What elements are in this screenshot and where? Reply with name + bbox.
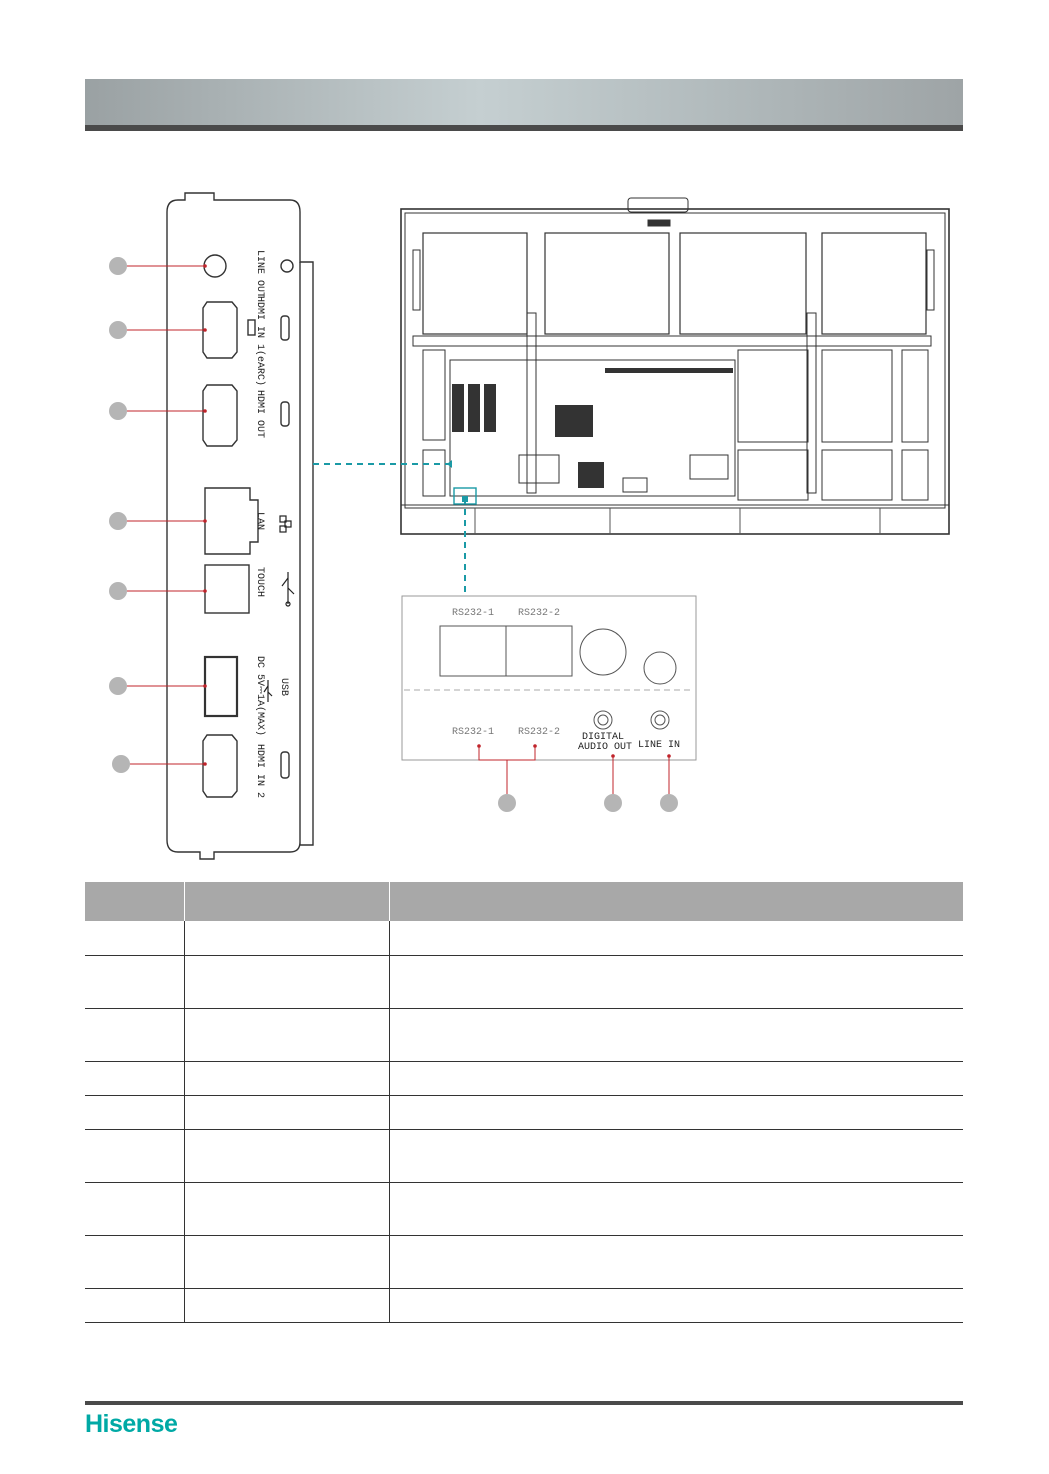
table-cell	[390, 1182, 964, 1235]
table-cell	[185, 1008, 390, 1061]
table-row	[85, 1235, 963, 1288]
hdmi-out-port	[203, 385, 237, 446]
label-rs232-1-bottom: RS232-1	[452, 727, 495, 738]
col-header-description	[390, 882, 964, 921]
table-row	[85, 921, 963, 955]
line-in-port-large	[644, 652, 676, 684]
label-hdmi-in-2: HDMI IN 2	[254, 744, 265, 799]
hdmi-in-2-mini	[281, 752, 289, 778]
table-row	[85, 1008, 963, 1061]
callout-marker	[109, 512, 127, 530]
table-cell	[390, 1235, 964, 1288]
usb-port	[205, 657, 237, 716]
monitor-rear-view	[401, 198, 949, 534]
table-cell	[185, 955, 390, 1008]
table-cell	[185, 1061, 390, 1095]
table-cell	[85, 1061, 185, 1095]
table-cell	[390, 1008, 964, 1061]
earc-switch	[248, 320, 255, 335]
table-cell	[85, 1182, 185, 1235]
label-rs232-1-top: RS232-1	[452, 608, 495, 619]
touch-port	[205, 565, 249, 613]
label-lan: LAN	[254, 512, 265, 531]
label-line-out: LINE OUT	[254, 250, 265, 299]
line-out-jack-small	[281, 260, 293, 272]
callout-marker	[498, 794, 516, 812]
label-hdmi-in-1: HDMI IN 1(eARC)	[254, 296, 265, 387]
table-cell	[185, 1095, 390, 1129]
connector-lines	[313, 464, 465, 597]
callout-marker	[604, 794, 622, 812]
table-cell	[85, 1008, 185, 1061]
callout-marker	[109, 582, 127, 600]
lan-port	[205, 488, 258, 554]
table-cell	[85, 1095, 185, 1129]
lan-icon	[280, 516, 291, 532]
table-cell	[390, 1129, 964, 1182]
table-cell	[390, 1095, 964, 1129]
table-row	[85, 1182, 963, 1235]
label-digital-audio-line2: AUDIO OUT	[577, 742, 633, 753]
label-usb: USB	[278, 678, 289, 697]
label-usb-power: DC 5V⎓1A(MAX)	[254, 656, 265, 736]
callout-marker	[109, 321, 127, 339]
footer-rule	[85, 1401, 963, 1405]
table-row	[85, 1061, 963, 1095]
vesa-panels	[423, 233, 926, 334]
label-rs232-2-top: RS232-2	[518, 608, 561, 619]
label-line-in: LINE IN	[637, 740, 681, 751]
table-cell	[185, 1288, 390, 1322]
callout-marker	[109, 257, 127, 275]
table-cell	[390, 921, 964, 955]
table-cell	[85, 1288, 185, 1322]
col-header-port	[185, 882, 390, 921]
line-in-jack	[651, 711, 669, 729]
bottom-callouts	[477, 744, 678, 812]
table-cell	[185, 921, 390, 955]
usb-icon-touch	[282, 572, 294, 606]
table-cell	[390, 1061, 964, 1095]
port-spec-table	[85, 882, 963, 1323]
callout-marker	[109, 402, 127, 420]
table-cell	[390, 1288, 964, 1322]
table-row	[85, 1129, 963, 1182]
callout-marker	[109, 677, 127, 695]
digital-audio-jack	[594, 711, 612, 729]
callout-marker	[660, 794, 678, 812]
label-touch: TOUCH	[254, 567, 265, 598]
hdmi-in-1-port	[203, 302, 237, 358]
label-rs232-2-bottom: RS232-2	[518, 727, 561, 738]
table-cell	[390, 955, 964, 1008]
table-row	[85, 1288, 963, 1322]
callout-marker	[112, 755, 130, 773]
table-cell	[185, 1235, 390, 1288]
svg-text:Hisense: Hisense	[85, 1410, 178, 1438]
label-hdmi-out: HDMI OUT	[254, 390, 265, 439]
hdmi-out-mini	[281, 402, 289, 426]
table-cell	[185, 1129, 390, 1182]
hisense-logo	[85, 1406, 215, 1442]
col-header-no	[85, 882, 185, 921]
table-cell	[85, 1129, 185, 1182]
table-cell	[85, 1235, 185, 1288]
table-cell	[85, 921, 185, 955]
label-digital-audio-line1: DIGITAL	[581, 732, 625, 743]
table-cell	[185, 1182, 390, 1235]
left-callouts	[109, 257, 207, 773]
digital-audio-port-large	[580, 629, 626, 675]
line-out-jack	[204, 255, 226, 277]
table-row	[85, 1095, 963, 1129]
hdmi-in-2-port	[203, 735, 237, 797]
table-row	[85, 955, 963, 1008]
hdmi-in-1-mini	[281, 316, 289, 340]
camera-module	[628, 198, 688, 212]
table-cell	[85, 955, 185, 1008]
